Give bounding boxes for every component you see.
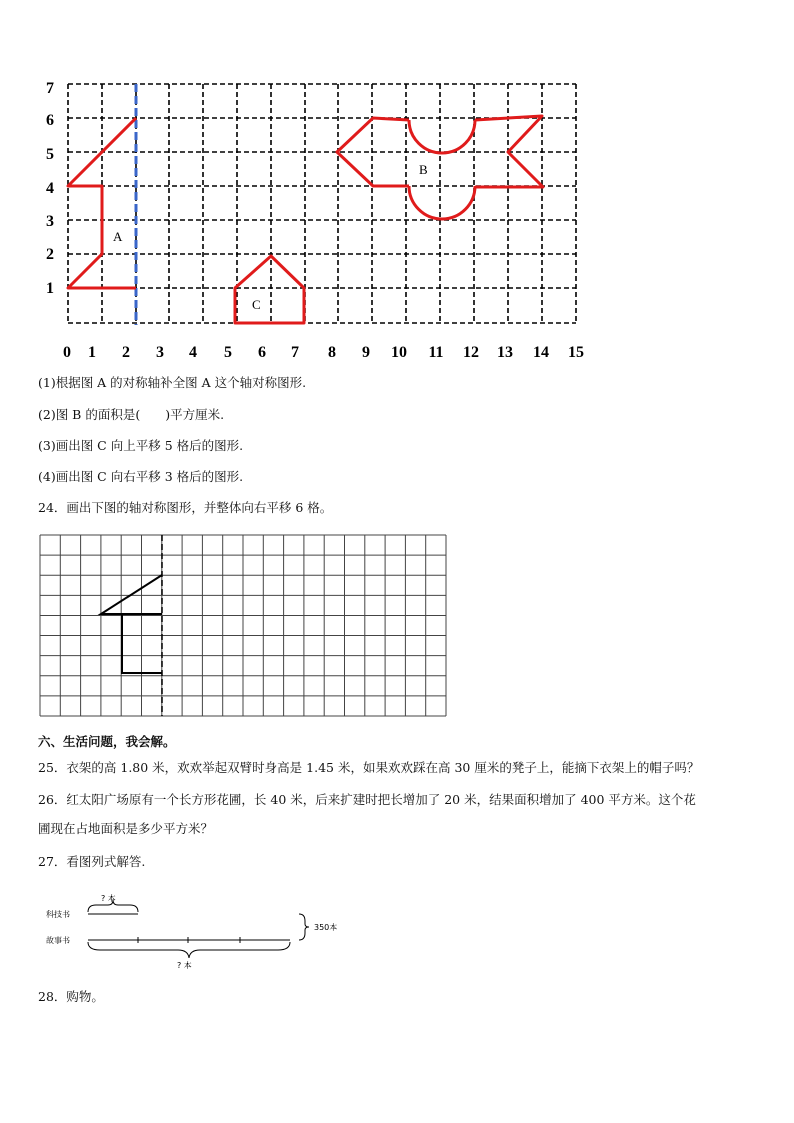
- shape-c: [235, 256, 304, 323]
- y-tick-label: 7: [46, 80, 54, 97]
- y-tick-label: 3: [46, 213, 54, 230]
- label-a: A: [113, 229, 123, 244]
- x-tick-label: 6: [258, 344, 266, 361]
- y-tick-label: 1: [46, 280, 54, 297]
- x-tick-label: 4: [189, 344, 197, 361]
- right-brace: [299, 914, 309, 940]
- x-tick-label: 3: [156, 344, 164, 361]
- y-tick-label: 2: [46, 246, 54, 263]
- x-tick-label: 5: [224, 344, 232, 361]
- question-24: 24．画出下图的轴对称图形，并整体向右平移 6 格。: [38, 500, 333, 515]
- x-tick-label: 12: [463, 344, 479, 361]
- x-tick-label: 1: [88, 344, 96, 361]
- question-23-3: (3)画出图 C 向上平移 5 格后的图形.: [38, 438, 244, 453]
- question-23-1: (1)根据图 A 的对称轴补全图 A 这个轴对称图形.: [38, 375, 307, 390]
- bottom-brace: [88, 942, 290, 958]
- y-tick-label: 5: [46, 146, 54, 163]
- y-tick-label: 6: [46, 112, 54, 129]
- label-b: B: [419, 162, 428, 177]
- section-6-title: 六、生活问题，我会解。: [38, 734, 176, 749]
- question-25: 25．衣架的高 1.80 米，欢欢举起双臂时身高是 1.45 米，如果欢欢踩在高 30 厘米的凳子上，能摘下衣架上的帽子吗？: [38, 760, 700, 775]
- x-tick-label: 7: [291, 344, 299, 361]
- x-tick-label: 8: [328, 344, 336, 361]
- question-26-line-1: 26．红太阳广场原有一个长方形花圃，长 40 米，后来扩建时把长增加了 20 米，结果面积增加了 400 平方米。这个花: [38, 792, 696, 807]
- x-tick-label: 9: [362, 344, 370, 361]
- story-book-label: 故事书: [46, 936, 70, 945]
- y-tick-label: 4: [46, 180, 54, 197]
- top-brace-label: ? 本: [101, 894, 116, 903]
- x-axis-labels: [63, 344, 584, 361]
- bottom-brace-label: ? 本: [177, 961, 192, 970]
- x-tick-label: 0: [63, 344, 71, 361]
- x-tick-label: 10: [391, 344, 407, 361]
- grid-figure-1: [30, 72, 600, 367]
- x-tick-label: 11: [428, 344, 444, 361]
- y-axis-labels: [46, 80, 54, 297]
- label-c: C: [252, 297, 261, 312]
- question-23-2: (2)图 B 的面积是( )平方厘米.: [38, 407, 225, 422]
- question-26-line-2: 圃现在占地面积是多少平方米？: [38, 821, 214, 836]
- question-28: 28．购物。: [38, 989, 104, 1004]
- book-diagram: [40, 885, 360, 977]
- x-tick-label: 15: [568, 344, 584, 361]
- half-figure: [101, 575, 162, 673]
- x-tick-label: 14: [533, 344, 549, 361]
- grid-lines: [40, 535, 446, 716]
- grid-figure-2: [36, 530, 452, 720]
- science-book-label: 科技书: [46, 910, 70, 919]
- question-27: 27．看图列式解答.: [38, 854, 146, 869]
- question-23-4: (4)画出图 C 向右平移 3 格后的图形.: [38, 469, 244, 484]
- x-tick-label: 13: [497, 344, 513, 361]
- total-label: 350本: [314, 923, 338, 932]
- x-tick-label: 2: [122, 344, 130, 361]
